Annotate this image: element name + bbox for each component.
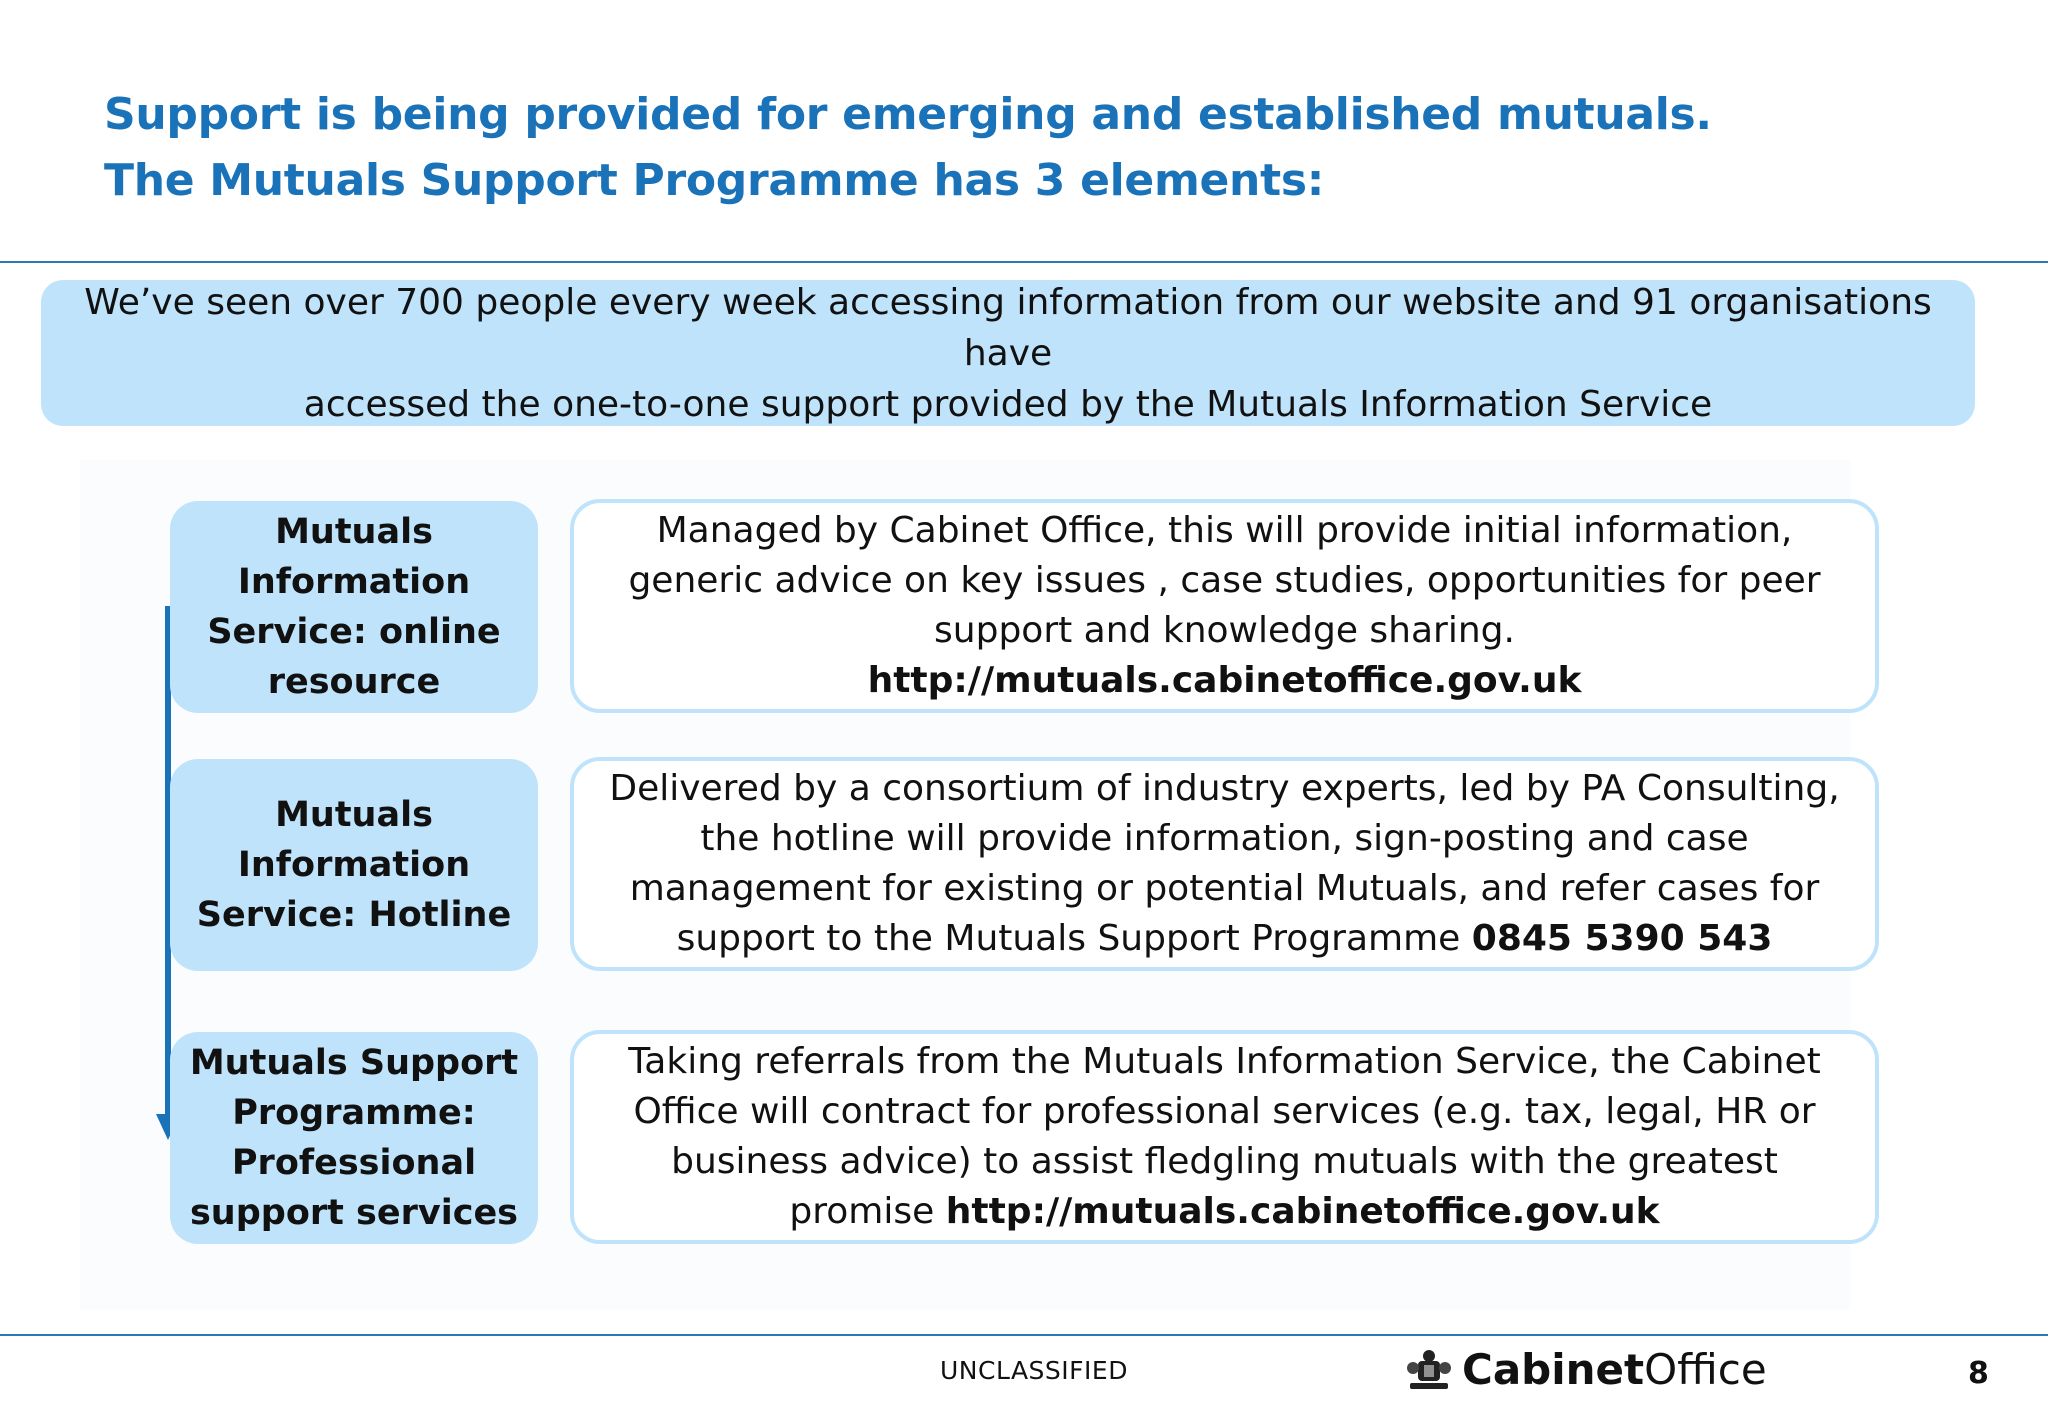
stats-banner [41,280,1975,426]
slide-title [104,82,1712,214]
cabinet-office-logo [1404,1345,1767,1394]
header-divider [0,261,2048,263]
website-link[interactable]: http://mutuals.cabinetoffice.gov.uk [867,660,1582,701]
description-text: Taking referrals from the Mutuals Information Service, the Cabinet Office will contract for professional services (e.g. tax, legal, HR or business advice) to assist fledgling mutuals with the greatest promise [628,1041,1821,1232]
description-text: Delivered by a consortium of industry experts, led by PA Consulting, the hotline will provide information, sign-posting and case management for existing or potential Mutuals, and refer cases for support to the Mutuals Support Programme [609,768,1840,959]
element-label-hotline: Mutuals Information Service: Hotline [170,759,538,971]
page-number: 8 [1968,1356,1989,1391]
element-label-online-resource: Mutuals Information Service: online resource [170,501,538,713]
element-label-professional-support: Mutuals Support Programme: Professional support services [170,1032,538,1244]
hotline-number: 0845 5390 543 [1471,918,1773,959]
title-line-1: Support is being provided for emerging and established mutuals. [104,89,1712,140]
stats-line-2: accessed the one-to-one support provided by the Mutuals Information Service [303,383,1713,425]
element-description-professional-support [570,1030,1879,1244]
element-description-online-resource [570,499,1879,713]
title-line-2: The Mutuals Support Programme has 3 elements: [104,155,1325,206]
logo-text-bold: Cabinet [1462,1345,1645,1394]
footer-divider [0,1334,2048,1336]
stats-line-1: We’ve seen over 700 people every week accessing information from our website and 91 organisations have [84,281,1932,374]
description-text: Managed by Cabinet Office, this will provide initial information, generic advice on key issues , case studies, opportunities for peer support and knowledge sharing. [628,510,1821,651]
classification-label: UNCLASSIFIED [940,1356,1128,1385]
website-link[interactable]: http://mutuals.cabinetoffice.gov.uk [945,1191,1660,1232]
logo-text-regular: Office [1644,1345,1767,1394]
element-description-hotline [570,757,1879,971]
royal-crest-icon [1404,1346,1454,1394]
